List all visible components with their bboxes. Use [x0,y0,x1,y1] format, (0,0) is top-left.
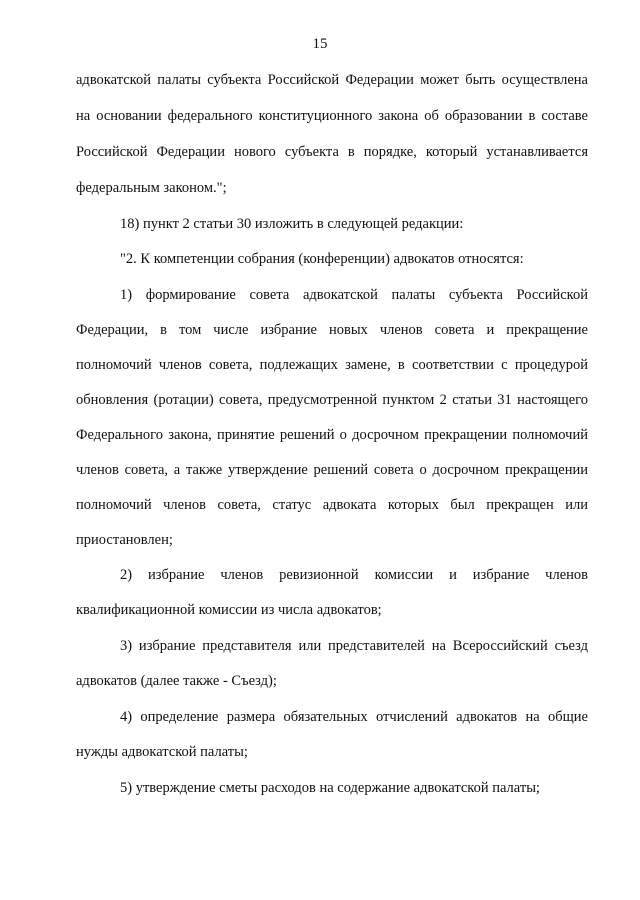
text-line: полномочий членов совета, статус адвоката которых был прекращен или [76,497,588,513]
text-line: членов совета, а также утверждение решений совета о досрочном прекращении [76,462,588,478]
text-line: федеральным законом."; [76,180,227,196]
text-line: 18) пункт 2 статьи 30 изложить в следующей редакции: [120,216,464,232]
text-line: 4) определение размера обязательных отчислений адвокатов на общие [120,709,588,725]
text-line: Федерального закона, принятие решений о досрочном прекращении полномочий [76,427,588,443]
text-line: 5) утверждение сметы расходов на содержание адвокатской палаты; [120,780,540,796]
text-line: адвокатов (далее также - Съезд); [76,673,277,689]
text-line: обновления (ротации) совета, предусмотренной пунктом 2 статьи 31 настоящего [76,392,588,408]
text-line: "2. К компетенции собрания (конференции) адвокатов относятся: [120,251,524,267]
text-line: адвокатской палаты субъекта Российской Федерации может быть осуществлена [76,72,588,88]
text-line: нужды адвокатской палаты; [76,744,248,760]
text-line: приостановлен; [76,532,173,548]
text-line: 2) избрание членов ревизионной комиссии и избрание членов [120,567,588,583]
text-line: квалификационной комиссии из числа адвокатов; [76,602,382,618]
page-number: 15 [312,36,328,52]
text-line: на основании федерального конституционного закона об образовании в составе [76,108,588,124]
text-line: 3) избрание представителя или представителей на Всероссийский съезд [120,638,588,654]
text-line: 1) формирование совета адвокатской палаты субъекта Российской [120,287,588,303]
text-line: полномочий членов совета, подлежащих замене, в соответствии с процедурой [76,357,588,373]
text-line: Федерации, в том числе избрание новых членов совета и прекращение [76,322,588,338]
text-line: Российской Федерации нового субъекта в порядке, который устанавливается [76,144,588,160]
